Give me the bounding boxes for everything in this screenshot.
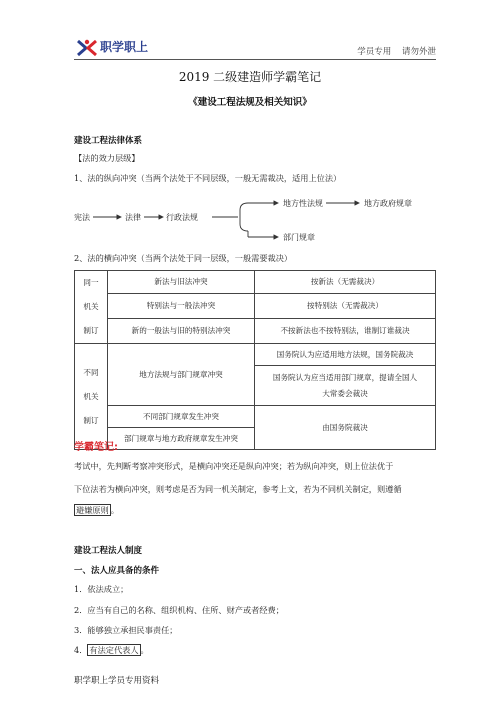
topic-tag: 【法的效力层级】 <box>74 153 140 163</box>
table-row <box>75 406 436 428</box>
conflict-table <box>74 270 436 450</box>
section-heading-legal-system: 建设工程法律体系 <box>74 136 143 146</box>
diagram-node-local-regulation: 地方性法规 <box>283 199 323 208</box>
table-cell: 部门规章与地方政府规章发生冲突 <box>108 428 255 450</box>
table-cell: 不按新法也不按特别法，谁制订谁裁决 <box>255 318 436 343</box>
page-footer: 职学职上学员专用资料 <box>74 676 160 686</box>
section-heading-legal-person: 建设工程法人制度 <box>74 546 143 556</box>
subsection-heading-conditions: 一、法人应具备的条件 <box>74 566 160 576</box>
table-cell: 由国务院裁决 <box>255 406 436 450</box>
diagram-node-law: 法律 <box>125 213 141 222</box>
horizontal-conflict-text: 2、法的横向冲突（当两个法处于同一层级，一般需要裁决） <box>74 253 293 263</box>
table-cell: 地方法规与部门规章冲突 <box>108 344 255 406</box>
table-row <box>75 318 436 343</box>
list-item: 1．依法成立； <box>74 584 129 594</box>
header-notice-student-only: 学员专用 <box>357 47 392 57</box>
list-item: 4． 有法定代表人 。 <box>74 645 149 655</box>
table-row <box>75 344 436 366</box>
study-note-line-2: 下位法若为横向冲突，则考虑是否为同一机关制定，参考上文，若为不同机关制定，则遵循 <box>74 484 402 494</box>
table-cell: 新的一般法与旧的特别法冲突 <box>108 318 255 343</box>
table-cell: 按新法（无需裁决） <box>255 271 436 294</box>
diagram-node-local-gov-rule: 地方政府规章 <box>364 199 412 208</box>
document-title: 2019 二级建造师学霸笔记 <box>178 70 322 84</box>
study-note-line-1: 考试中，先判断考察冲突形式，是横向冲突还是纵向冲突；若为纵向冲突，则上位法优于 <box>74 461 394 471</box>
table-cell: 按特别法（无需裁决） <box>255 293 436 318</box>
diagram-node-constitution: 宪法 <box>74 213 90 222</box>
header-notice-no-leak: 请勿外泄 <box>401 47 436 57</box>
boxed-term-avoidance-principle: 避嫌原则 <box>76 505 109 515</box>
list-item: 3．能够独立承担民事责任； <box>74 625 178 635</box>
group-label-different-organ: 不同 机关 制订 <box>75 344 108 450</box>
diagram-node-department-rule: 部门规章 <box>283 233 315 242</box>
table-cell: 特别法与一般法冲突 <box>108 293 255 318</box>
study-note-line-3: 避嫌原则 。 <box>76 505 119 515</box>
brand-logo-text: 职学职上 <box>100 40 149 54</box>
vertical-conflict-text: 1、法的纵向冲突（当两个法处于不同层级，一般无需裁决，适用上位法） <box>74 173 342 183</box>
boxed-term-legal-representative: 有法定代表人 <box>89 645 139 655</box>
list-item: 2．应当有自己的名称、组织机构、住所、财产或者经费； <box>74 605 284 615</box>
document-subtitle: 《建设工程法规及相关知识》 <box>188 97 312 108</box>
study-note-heading: 学霸笔记: <box>74 442 118 453</box>
hierarchy-diagram-arrows <box>0 0 500 260</box>
table-row <box>75 271 436 294</box>
diagram-node-admin-regulation: 行政法规 <box>166 213 198 222</box>
table-cell: 新法与旧法冲突 <box>108 271 255 294</box>
table-cell: 不同部门规章发生冲突 <box>108 406 255 428</box>
table-row <box>75 293 436 318</box>
group-label-same-organ: 同一 机关 制订 <box>75 271 108 344</box>
table-cell: 国务院认为应适用地方法规，国务院裁决 <box>255 344 436 366</box>
table-cell: 国务院认为应当适用部门规章，提请全国人 大常委会裁决 <box>255 366 436 406</box>
